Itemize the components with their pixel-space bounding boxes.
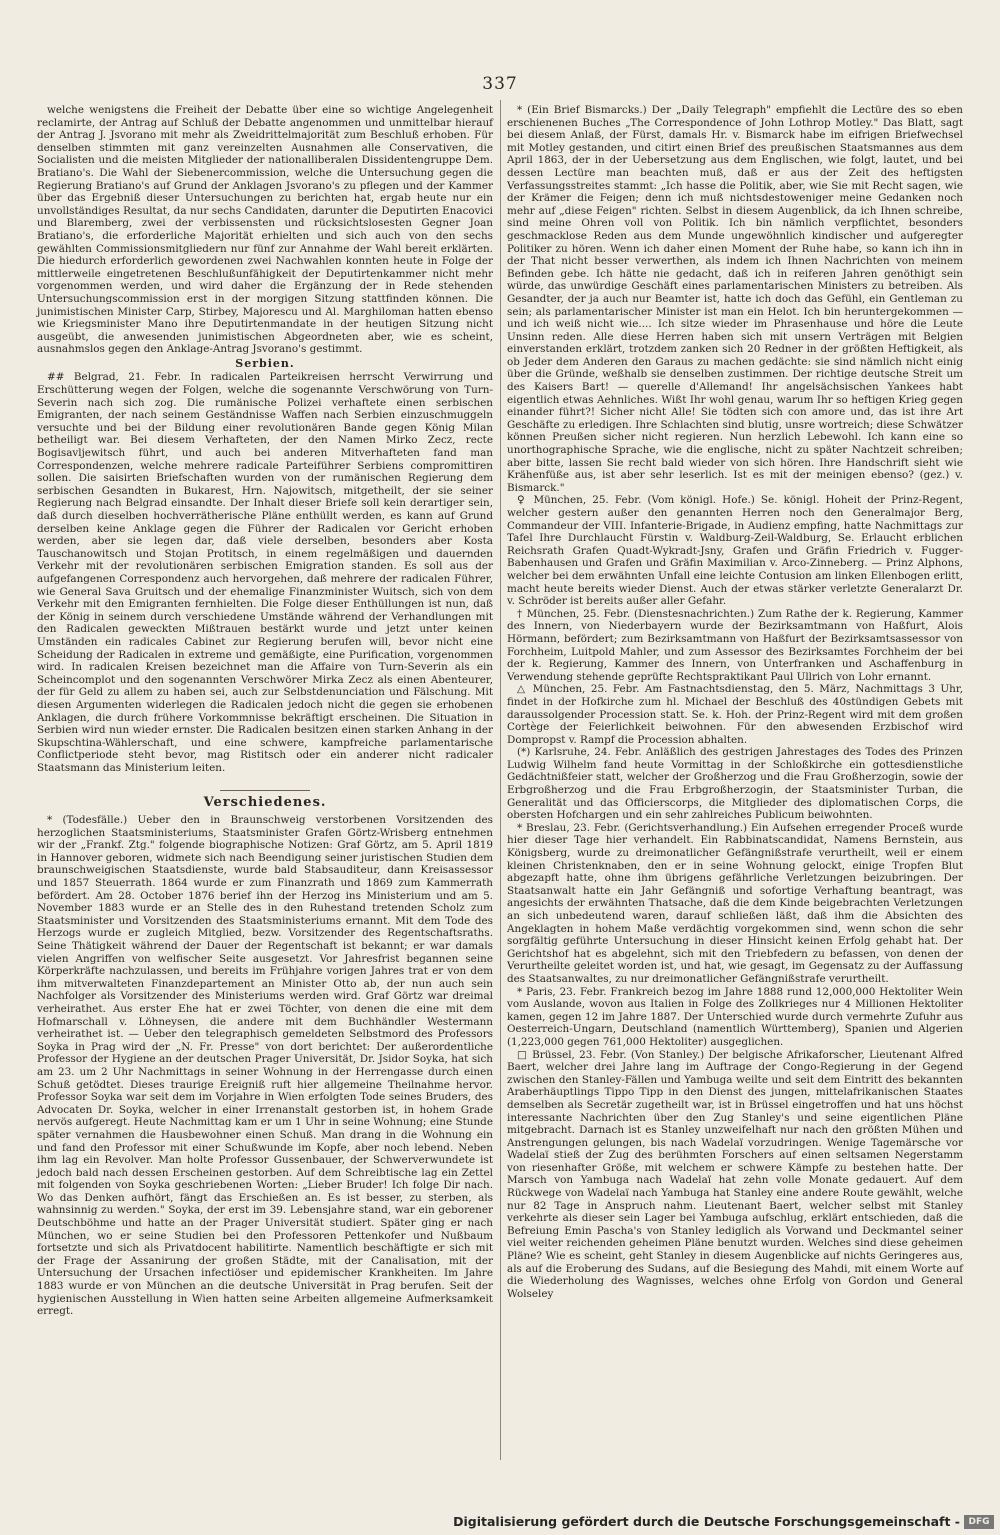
footer-text: Digitalisierung gefördert durch die Deutsche Forschungsgemeinschaft - — [453, 1514, 960, 1529]
article-paragraph: * Breslau, 23. Febr. (Gerichtsverhandlung.) Ein Aufsehen erregender Proceß wurde hier dieser Tage hier verhandelt. Ein Rabbinatscandidat, Namens Bernstein, aus Königsberg, wurde zu dreimonatlicher Gefängnißstrafe verurtheilt, weil er einem kleinen Christenknaben, den er in seine Wohnung gelockt, einige Tropfen Blut abgezapft hatte, ohne ihm übrigens gefährliche Verletzungen beizubringen. Der Staatsanwalt hatte ein Jahr Gefängniß und sofortige Verhaftung beantragt, was angesichts der erwähnten Thatsache, daß die dem Kinde beigebrachten Verletzungen an sich unbedeutend waren, darauf schließen läßt, daß ihm die Absichten des Angeklagten in hohem Maße verdächtig vorgekommen sind, wenn schon die sehr sorgfältig geführte Untersuchung in dieser Hinsicht keinen Erfolg gehabt hat. Der Gerichtshof hat es abgelehnt, sich mit den Triebfedern zu befassen, von denen der Verurtheilte geleitet worden ist, und hat, wie gesagt, im Gegensatz zu der Auffassung des Staatsanwaltes, zu nur dreimonatlicher Gefängnißstrafe verurtheilt. — [507, 821, 963, 985]
article-paragraph: △ München, 25. Febr. Am Fastnachtsdienstag, den 5. März, Nachmittags 3 Uhr, findet in der Hofkirche zum hl. Michael der Beschluß des 40stündigen Gebets mit daraussolgender Procession statt. Se. k. Hoh. der Prinz-Regent wird mit dem großen Cortège der Feierlichkeit beiwohnen. Für den abwesenden Erzbischof wird Dompropst v. Rampf die Procession abhalten. — [507, 683, 963, 746]
article-paragraph: welche wenigstens die Freiheit der Debatte über eine so wichtige Angelegenheit reclamirte, der Antrag auf Schluß der Debatte angenommen und unmittelbar hierauf der Antrag J. Jsvorano mit mehr als Zweidrittelmajorität zum Beschluß erhoben. Für denselben stimmten mit ganz vereinzelten Ausnahmen alle Conservativen, die Socialisten und die meisten Mitglieder der nationalliberalen Dissidentengruppe Dem. Bratiano's. Die Wahl der Siebenercommission, welche die Untersuchung gegen die Regierung Bratiano's auf Grund der Anklagen Jsvorano's zu pflegen und der Kammer über das Ergebniß dieser Untersuchungen zu berichten hat, ergab heute nur ein unvollständiges Resultat, da nur sechs Candidaten, darunter die Deputirten Enacovici und Blaremberg, zwei der verbissensten und rücksichtslosesten Gegner Joan Bratiano's, die erforderliche Majorität erhielten und sich auch von den sechs gewählten Commissionsmitgliedern nur fünf zur Annahme der Wahl bereit erklärten. Die hiedurch erforderlich gewordenen zwei Nachwahlen konnten heute in Folge der mittlerweile eingetretenen Beschlußunfähigkeit der Deputirtenkammer nicht mehr vorgenommen werden, und wird daher die Ergänzung der in Rede stehenden Untersuchungscommission erst in der morgigen Sitzung stattfinden können. Die junimistischen Minister Carp, Stirbey, Majorescu und Al. Marghiloman hatten ebenso wie Kriegsminister Mano ihre Deputirtenmandate in der heutigen Sitzung nicht ausgeübt, die anwesenden junimistischen Abgeordneten aber, wie es scheint, ausnahmslos gegen den Anklage-Antrag Jsvorano's gestimmt. — [37, 104, 493, 356]
article-paragraph: † München, 25. Febr. (Dienstesnachrichten.) Zum Rathe der k. Regierung, Kammer des Innern, von Niederbayern wurde der Bezirksamtmann von Haßfurt, Alois Hörmann, befördert; zum Bezirksamtmann von Haßfurt der Bezirksamtsassessor von Forchheim, Luitpold Mahler, und zum Assessor des Bezirksamtes Forchheim der bei der k. Regierung, Kammer des Innern, von Unterfranken und Aschaffenburg in Verwendung stehende geprüfte Rechtspraktikant Paul Ullrich von Lohr ernannt. — [507, 607, 963, 683]
article-paragraph: □ Brüssel, 23. Febr. (Von Stanley.) Der belgische Afrikaforscher, Lieutenant Alfred Baert, welcher drei Jahre lang im Auftrage der Congo-Regierung in der Gegend zwischen den Stanley-Fällen und Yambuga weilte und seit dem Eintritt des bekannten Araberhäuptlings Tippo Tipp in den Dienst des jungen, mittelafrikanischen Staates demselben als Secretär zugetheilt war, ist in Brüssel eingetroffen und hat uns höchst interessante Nachrichten über den Zug Stanley's und seine eigentlichen Pläne mitgebracht. Darnach ist es Stanley unzweifelhaft nur nach den größten Mühen und Anstrengungen gelungen, bis nach Wadelaï vorzudringen. Wenige Tagemärsche vor Wadelaï stieß der Zug des berühmten Forschers auf einen seltsamen Negerstamm von riesenhafter Größe, mit welchem er schwere Kämpfe zu bestehen hatte. Der Marsch von Yambuga nach Wadelaï hat zehn volle Monate gedauert. Auf dem Rückwege von Wadelaï nach Yambuga hat Stanley eine andere Route gewählt, welche nur 82 Tage in Anspruch nahm. Lieutenant Baert, welcher selbst mit Stanley verkehrte als dieser sein Lager bei Yambuga aufschlug, erklärt entschieden, daß die Befreiung Emin Pascha's von Stanley lediglich als Vorwand und Deckmantel seiner viel weiter reichenden geheimen Pläne benutzt wurden. Welches sind diese geheimen Pläne? Wie es scheint, geht Stanley in diesem Augenblicke auf nichts Geringeres aus, als auf die Eroberung des Sudans, auf die Besiegung des Mahdi, mit einem Worte auf die Wiederholung des Wagnisses, welches ohne Erfolg von Gordon und General Wolseley — [507, 1048, 963, 1300]
section-heading-verschiedenes: Verschiedenes. — [203, 795, 327, 811]
article-paragraph: ♀ München, 25. Febr. (Vom königl. Hofe.) Se. königl. Hoheit der Prinz-Regent, welcher gestern außer den genannten Herren noch den Generalmajor Berg, Commandeur der VIII. Infanterie-Brigade, in Audienz empfing, hatte Nachmittags zur Tafel Ihre Durchlaucht Fürstin v. Waldburg-Zeil-Waldburg, Se. Erlaucht erblichen Reichsrath Grafen Quadt-Wykradt-Jsny, Grafen und Gräfin Friedrich v. Fugger-Babenhausen und Grafen und Gräfin Maximilian v. Arco-Zinneberg. — Prinz Alphons, welcher bei dem erwähnten Unfall eine leichte Contusion am linken Ellenbogen erlitt, macht heute bereits wieder Dienst. Auch der etwas stärker verletzte Generalarzt Dr. v. Schröder ist bereits außer aller Gefahr. — [507, 494, 963, 608]
article-paragraph: * (Ein Brief Bismarcks.) Der „Daily Telegraph" empfiehlt die Lectüre des so eben erschienenen Buches „The Correspondence of John Lothrop Motley." Das Blatt, sagt bei diesem Anlaß, der Fürst, damals Hr. v. Bismarck habe im eifrigen Briefwechsel mit Motley gestanden, und citirt einen Brief des preußischen Staatsmannes aus dem April 1863, der in der Uebersetzung aus dem Englischen, wie folgt, lautet, und bei dessen Lectüre man beachten muß, daß er aus der Zeit des heftigsten Verfassungsstreites stammt: „Ich hasse die Politik, aber, wie Sie mit Recht sagen, wie der Krämer die Feigen; denn ich muß nichtsdestoweniger meine Gedanken noch mehr auf „diese Feigen" richten. Selbst in diesem Augenblick, da ich Ihnen schreibe, sind meine Ohren voll von Politik. Ich bin nämlich verpflichtet, besonders geschmacklose Reden aus dem Munde ungewöhnlich kindischer und aufgeregter Politiker zu hören. Wenn ich daher einen Moment der Ruhe habe, so kann ich ihn in der That nicht besser verwerthen, als indem ich Ihnen Nachrichten von meinem Befinden gebe. Ich hätte nie gedacht, daß ich in reiferen Jahren genöthigt sein würde, das unwürdige Geschäft eines parlamentarischen Ministers zu betreiben. Als Gesandter, der ja auch nur Beamter ist, hatte ich doch das Gefühl, ein Gentleman zu sein; als parlamentarischer Minister ist man ein Helot. Ich bin heruntergekommen — und ich weiß nicht wie.... Ich sitze wieder im Phrasenhause und höre die Leute Unsinn reden. Alle diese Herren haben sich mit unsern Verträgen mit Belgien einverstanden erklärt, trotzdem zanken sich 20 Redner in der größten Heftigkeit, als ob Jeder dem Anderen den Garaus zu machen gedächte: sie sind nämlich nicht einig über die Gründe, weßhalb sie denselben zustimmen. Der richtige deutsche Streit um des Kaisers Bart! — querelle d'Allemand! Ihr angelsächsischen Yankees habt eigentlich etwas Aehnliches. Wißt Ihr wohl genau, warum Ihr so heftigen Krieg gegen einander führt?! Sicher nicht Alle! Sie tödten sich con amore und, das ist ihre Art Geschäfte zu erledigen. Ihre Schlachten sind blutig, unsre wortreich; diese Schwätzer können Preußen sicher nicht regieren. Nun herzlich Lebewohl. Ich kann eine so unorthographische Sprache, wie die englische, nicht zu später Nachtzeit schreiben; aber bitte, lassen Sie recht bald wieder von sich hören. Ihre Handschrift sieht wie Krähenfüße aus, ist aber sehr leserlich. Ist es mit der meinigen ebenso? (gez.) v. Bismarck." — [507, 104, 963, 494]
article-paragraph: ## Belgrad, 21. Febr. In radicalen Parteikreisen herrscht Verwirrung und Erschütterung wegen der Folgen, welche die sogenannte Verschwörung von Turn-Severin nach sich zog. Die rumänische Polizei verhaftete einen serbischen Emigranten, der nach seinem Geständnisse Waffen nach Serbien einzuschmuggeln versuchte und bei der Bildung einer revolutionären Bande gegen König Milan betheiligt war. Bei diesem Verhafteten, der den Namen Mirko Zecz, recte Bogisavljewitsch führt, und auch bei anderen Mitverhafteten fand man Correspondenzen, welche mehrere radicale Parteiführer Serbiens compromittiren sollen. Die saisirten Briefschaften wurden von der rumänischen Regierung dem serbischen Gesandten in Bukarest, Hrn. Najowitsch, mitgetheilt, der sie seiner Regierung nach Belgrad einsandte. Der Inhalt dieser Briefe soll kein derartiger sein, daß durch dieselben hochverrätherische Pläne enthüllt werden, es kann auf Grund derselben keine Anklage gegen die Führer der Radicalen vor Gericht erhoben werden, aber sie legen dar, daß viele derselben, besonders aber Kosta Tauschanowitsch und Stojan Protitsch, in einem regelmäßigen und dauernden Verkehr mit der revolutionären serbischen Emigration standen. Es soll aus der aufgefangenen Correspondenz auch hervorgehen, daß mehrere der radicalen Führer, wie General Sava Gruitsch und der ehemalige Finanzminister Wuitsch, sich von dem Verkehr mit den Emigranten fernhielten. Die Folge dieser Enthüllungen ist nun, daß der König in seinem durch verschiedene Umstände während der Verhandlungen mit den Radicalen geweckten Mißtrauen bestärkt wurde und jetzt unter keinen Umständen ein radicales Cabinet zur Regierung berufen will, bevor nicht eine Scheidung der Radicalen in extreme und gemäßigte, eine Purification, vorgenommen wird. In radicalen Kreisen bezeichnet man die Affaire von Turn-Severin als ein Scheincomplot und den sogenannten Verschwörer Mirka Zecz als einen Abenteurer, der für Geld zu allem zu haben sei, auch zur Selbstdenunciation und Fälschung. Mit diesen Argumenten widerlegen die Radicalen jedoch nicht die gegen sie erhobenen Anklagen, die durch frühere Vorkommnisse bekräftigt erscheinen. Die Situation in Serbien wird nun wieder ernster. Die Radicalen besitzen einen starken Anhang in der Skupschtina-Wählerschaft, und eine schwere, kampfreiche parlamentarische Conflictperiode steht bevor, mag Ristitsch oder ein anderer nicht radicaler Staatsmann das Ministerium leiten. — [37, 371, 493, 774]
article-paragraph: (*) Karlsruhe, 24. Febr. Anläßlich des gestrigen Jahrestages des Todes des Prinzen Ludwig Wilhelm fand heute Vormittag in der Schloßkirche ein gottesdienstliche Gedächtnißfeier statt, welcher der Großherzog und die Frau Großherzogin, sowie der Erbgroßherzog und die Frau Erbgroßherzogin, der Staatsminister Turban, die Generalität und das Officierscorps, die Mitglieder des diplomatischen Corps, die obersten Hofchargen und ein sehr zahlreiches Publicum beiwohnten. — [507, 746, 963, 822]
right-column — [507, 104, 963, 1300]
dfg-logo: DFG — [964, 1515, 994, 1529]
section-divider — [220, 790, 310, 791]
article-paragraph: * (Todesfälle.) Ueber den in Braunschweig verstorbenen Vorsitzenden des herzoglichen Staatsministeriums, Staatsminister Grafen Görtz-Wrisberg entnehmen wir der „Frankf. Ztg." folgende biographische Notizen: Graf Görtz, am 5. April 1819 in Hannover geboren, widmete sich nach Beendigung seiner juristischen Studien dem braunschweigischen Staatsdienste, wurde bald Stabsauditeur, dann Kreisassessor und 1857 Steuerrath. 1864 wurde er zum Finanzrath und 1869 zum Kammerrath befördert. Am 28. October 1876 berief ihn der Herzog ins Ministerium und am 5. November 1883 wurde er an Stelle des in den Ruhestand tretenden Scholz zum Staatsminister und Vorsitzenden des Staatsministeriums ernannt. Mit dem Tode des Herzogs wurde er zugleich Mitglied, bezw. Vorsitzender des Regentschaftsraths. Seine Thätigkeit während der Dauer der Regentschaft ist bekannt; er war damals vielen Angriffen von welfischer Seite ausgesetzt. Vor Jahresfrist begannen seine Körperkräfte nachzulassen, und bereits im Frühjahre vorigen Jahres trat er von dem ihm mitverwalteten Finanzdepartement an Minister Otto ab, der nun auch sein Nachfolger als Vorsitzender des Ministeriums werden wird. Graf Görtz war dreimal verheirathet. Aus erster Ehe hat er zwei Töchter, von denen die eine mit dem Hofmarschall v. Löhneysen, die andere mit dem Buchhändler Westermann verheirathet ist. — Ueber den telegraphisch gemeldeten Selbstmord des Professors Soyka in Prag wird der „N. Fr. Presse" von dort berichtet: Der außerordentliche Professor der Hygiene an der deutschen Prager Universität, Dr. Jsidor Soyka, hat sich am 23. um 2 Uhr Nachmittags in seiner Wohnung in der Herrengasse durch einen Schuß getödtet. Dieses traurige Ereigniß ruft hier allgemeine Theilnahme hervor. Professor Soyka war seit dem im Vorjahre in Wien erfolgten Tode seines Bruders, des Advocaten Dr. Soyka, welcher in einer Irrenanstalt gestorben ist, in hohem Grade nervös aufgeregt. Heute Nachmittag kam er um 1 Uhr in seine Wohnung; eine Stunde später vernahmen die Hausbewohner einen Schuß. Man drang in die Wohnung ein und fand den Professor mit einer Schußwunde im Kopfe, aber noch lebend. Neben ihm lag ein Revolver. Man holte Professor Gussenbauer, der Schwerverwundete ist jedoch bald nach dessen Erscheinen gestorben. Auf dem Schreibtische lag ein Zettel mit folgenden von Soyka geschriebenen Worten: „Lieber Bruder! Ich folge Dir nach. Wo das Denken aufhört, fängt das Erschießen an. Es ist besser, zu sterben, als wahnsinnig zu werden." Soyka, der erst im 39. Lebensjahre stand, war ein geborener Deutschböhme und hatte an der Prager Universität studiert. Später ging er nach München, wo er seine Studien bei den Professoren Pettenkofer und Nußbaum fortsetzte und sich als Privatdocent habilitirte. Namentlich beschäftigte er sich mit der Frage der Assanirung der großen Städte, mit der Canalisation, mit der Untersuchung der Ursachen infectiöser und epidemischer Krankheiten. Im Jahre 1883 wurde er von München an die deutsche Universität in Prag berufen. Seit der hygienischen Ausstellung in Wien hatten seine Arbeiten allgemeine Aufmerksamkeit erregt. — [37, 814, 493, 1318]
column-divider — [500, 100, 501, 1460]
left-column — [37, 104, 493, 1318]
footer-bar — [0, 1512, 1000, 1535]
page-number: 337 — [482, 74, 518, 94]
section-heading-serbien: Serbien. — [235, 356, 295, 370]
article-paragraph: * Paris, 23. Febr. Frankreich bezog im Jahre 1888 rund 12,000,000 Hektoliter Wein vom Auslande, wovon aus Italien in Folge des Zollkrieges nur 4 Millionen Hektoliter kamen, gegen 12 im Jahre 1887. Der Unterschied wurde durch vermehrte Zufuhr aus Oesterreich-Ungarn, Deutschland (namentlich Württemberg), Spanien und Algerien (1,223,000 gegen 761,000 Hektoliter) ausgeglichen. — [507, 985, 963, 1048]
